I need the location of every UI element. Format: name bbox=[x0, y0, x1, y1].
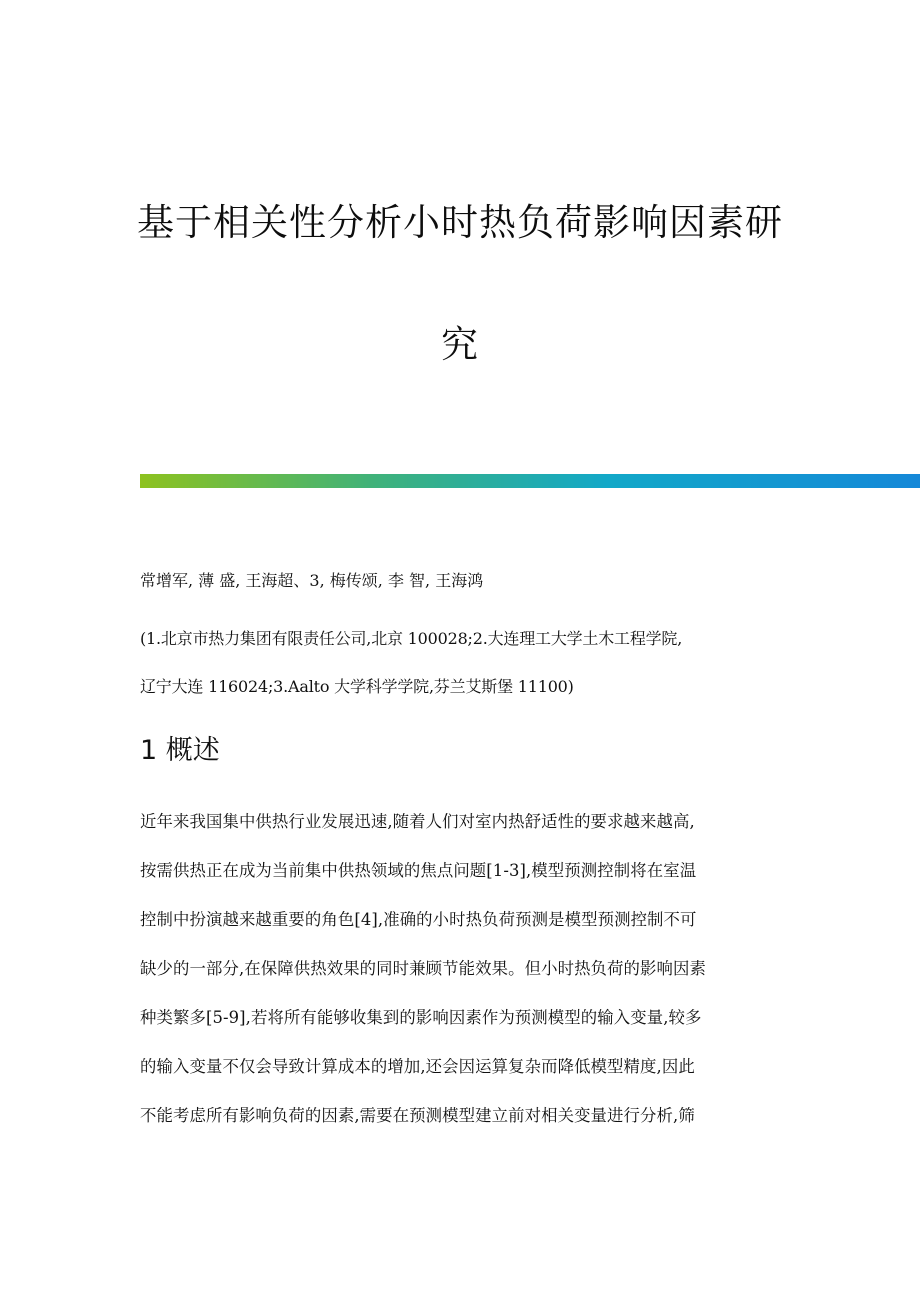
body-text-line: 缺少的一部分,在保障供热效果的同时兼顾节能效果。但小时热负荷的影响因素 bbox=[140, 959, 706, 978]
paper-title-line-2: 究 bbox=[441, 323, 479, 366]
affiliation-line-1: (1.北京市热力集团有限责任公司,北京 100028;2.大连理工大学土木工程学院, bbox=[140, 629, 683, 648]
body-text-line: 近年来我国集中供热行业发展迅速,随着人们对室内热舒适性的要求越来越高, bbox=[140, 812, 695, 831]
body-text-line: 的输入变量不仅会导致计算成本的增加,还会因运算复杂而降低模型精度,因此 bbox=[140, 1057, 695, 1076]
body-text-line: 不能考虑所有影响负荷的因素,需要在预测模型建立前对相关变量进行分析,筛 bbox=[140, 1106, 695, 1125]
author-list: 常增军, 薄 盛, 王海超、3, 梅传颂, 李 智, 王海鸿 bbox=[140, 571, 484, 590]
body-text-line: 控制中扮演越来越重要的角色[4],准确的小时热负荷预测是模型预测控制不可 bbox=[140, 910, 697, 929]
affiliation-line-2: 辽宁大连 116024;3.Aalto 大学科学学院,芬兰艾斯堡 11100) bbox=[140, 677, 574, 696]
paper-title-line-1: 基于相关性分析小时热负荷影响因素研 bbox=[137, 201, 783, 244]
body-text-line: 按需供热正在成为当前集中供热领域的焦点问题[1-3],模型预测控制将在室温 bbox=[140, 861, 697, 880]
body-text-line: 种类繁多[5-9],若将所有能够收集到的影响因素作为预测模型的输入变量,较多 bbox=[140, 1008, 702, 1027]
section-heading: 1 概述 bbox=[140, 735, 220, 766]
title-divider-bar bbox=[140, 474, 920, 488]
